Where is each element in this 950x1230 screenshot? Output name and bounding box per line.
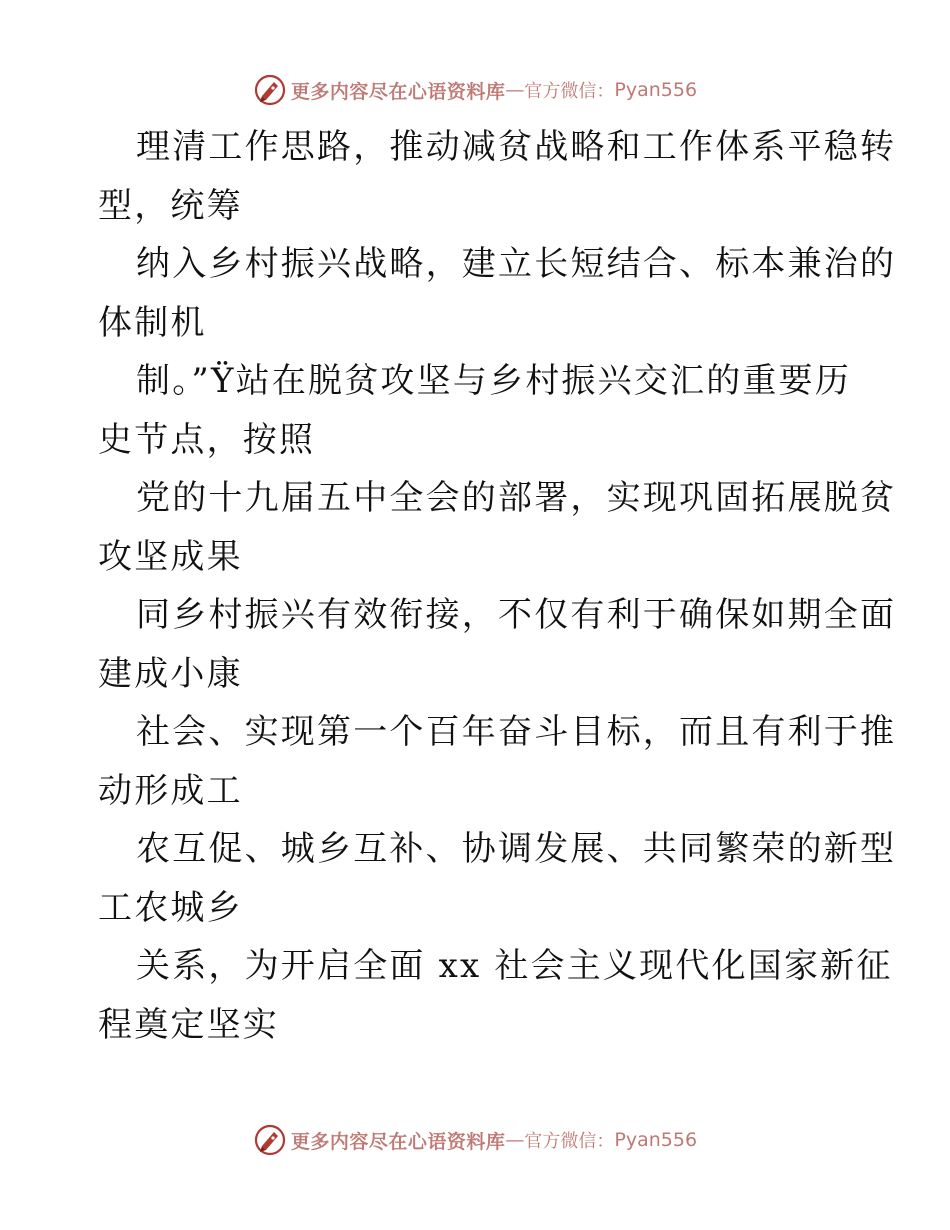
header-dash: — bbox=[505, 79, 525, 101]
body-text-line: 同乡村振兴有效衔接，不仅有利于确保如期全面 bbox=[136, 595, 897, 635]
body-text-line: 动形成工 bbox=[98, 770, 243, 811]
body-text-line: 体制机 bbox=[98, 302, 207, 343]
body-text-line: 党的十九届五中全会的部署，实现巩固拓展脱贫 bbox=[136, 478, 897, 518]
body-text-line: 纳入乡村振兴战略，建立长短结合、标本兼治的 bbox=[136, 244, 897, 284]
header-site-name: 更多内容尽在心语资料库 bbox=[290, 80, 506, 103]
body-text-line: 型，统筹 bbox=[98, 185, 243, 226]
footer-dash: — bbox=[505, 1129, 525, 1151]
body-text-line: 社会、实现第一个百年奋斗目标，而且有利于推 bbox=[136, 712, 897, 752]
header-wechat-label: 官方微信： bbox=[524, 81, 615, 102]
footer-banner bbox=[0, 1120, 950, 1160]
body-text-line: 农互促、城乡互补、协调发展、共同繁荣的新型 bbox=[136, 829, 897, 869]
body-text-line: 程奠定坚实 bbox=[98, 1004, 279, 1045]
footer-wechat-id: Pyan556 bbox=[614, 1129, 698, 1151]
header-wechat-id: Pyan556 bbox=[614, 79, 698, 101]
body-text-line: 关系，为开启全面 xx 社会主义现代化国家新征 bbox=[136, 946, 893, 986]
footer-wechat-label: 官方微信： bbox=[524, 1131, 615, 1152]
document-body bbox=[98, 118, 897, 1054]
pen-nib-logo-icon bbox=[253, 73, 287, 107]
pen-nib-logo-icon bbox=[253, 1123, 287, 1157]
body-text-line: 制。”Ÿ站在脱贫攻坚与乡村振兴交汇的重要历 bbox=[136, 361, 852, 401]
body-text-line: 攻坚成果 bbox=[98, 536, 243, 577]
header-banner bbox=[0, 70, 950, 110]
body-text-line: 理清工作思路，推动减贫战略和工作体系平稳转 bbox=[136, 127, 897, 167]
body-text-line: 建成小康 bbox=[98, 653, 243, 694]
body-text-line: 工农城乡 bbox=[98, 887, 243, 928]
body-text-line: 史节点，按照 bbox=[98, 419, 316, 460]
footer-site-name: 更多内容尽在心语资料库 bbox=[290, 1130, 506, 1153]
